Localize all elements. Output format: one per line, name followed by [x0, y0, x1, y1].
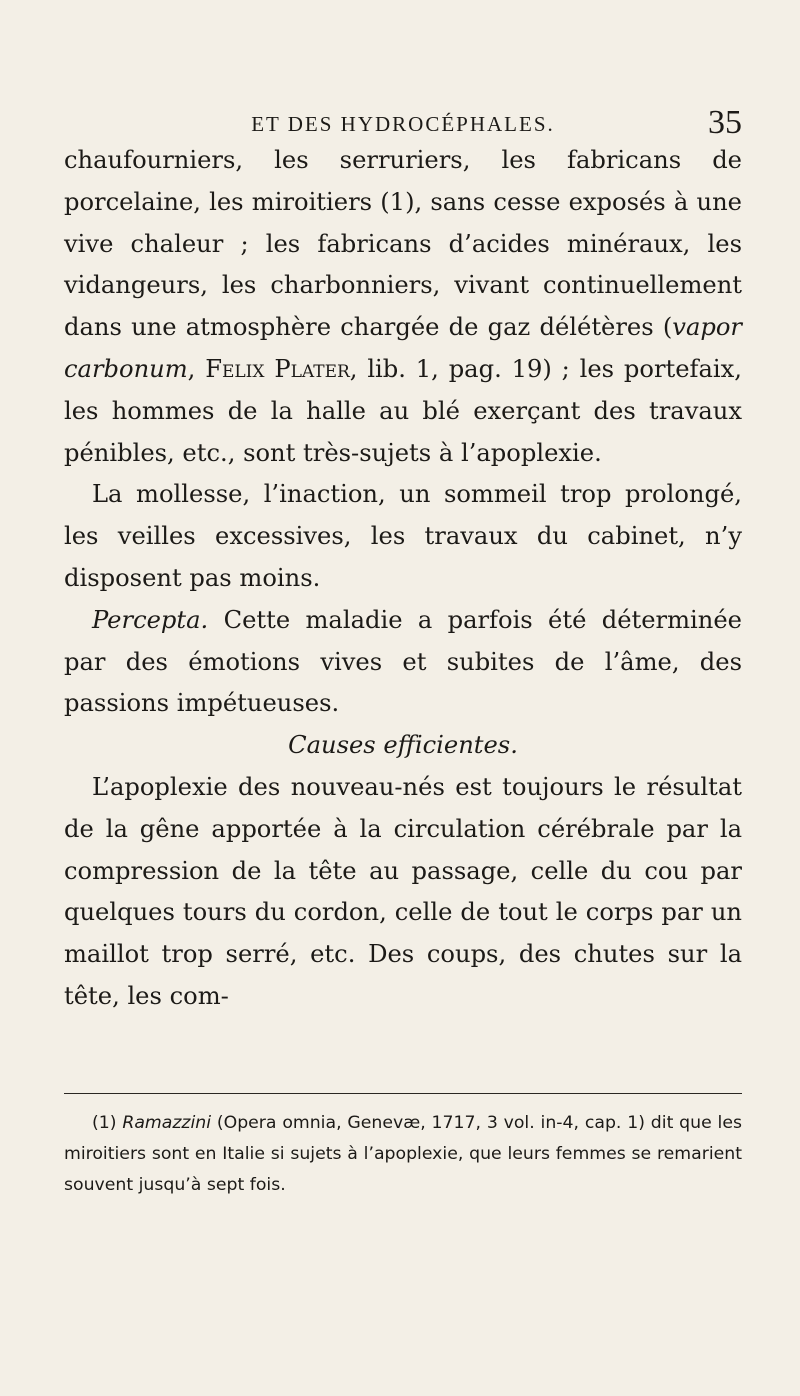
page-number: 35 [708, 104, 742, 141]
body-text [64, 140, 742, 1018]
paragraph-occupations [64, 140, 742, 474]
paragraph-mollesse: La mollesse, l’inaction, un sommeil trop prolongé, les veilles excessives, les travaux du cabinet, n’y disposent pas moins. [64, 480, 742, 592]
paragraph-percepta [64, 600, 742, 725]
footnote [64, 1108, 742, 1202]
footnote-text: (Opera omnia, Genevæ, 1717, 3 vol. in-4, cap. 1) dit que les miroitiers sont en Italie si sujets à l’apoplexie, que leurs femmes se remarient souvent jusqu’à sept fois. [64, 1113, 742, 1196]
paragraph-occupations-part-2: , [187, 354, 206, 383]
section-heading: Causes efficientes. [288, 731, 518, 760]
running-head [64, 104, 742, 144]
footnote-rule [64, 1093, 742, 1094]
running-title: ET DES HYDROCÉPHALES. [251, 112, 555, 136]
cited-author: Felix Plater [205, 354, 350, 383]
paragraph-occupations-part-1: chaufourniers, les serruriers, les fabricans de porcelaine, les miroitiers (1), sans cesse exposés à une vive chaleur ; les fabricans d’acides minéraux, les vidangeurs, les charbonniers, vivant continuellement dans une atmosphère chargée de gaz délétères ( [64, 146, 742, 342]
percepta-label: Percepta. [92, 605, 209, 634]
footnote-marker: (1) [92, 1113, 123, 1133]
paragraph-nouveau-nes: L’apoplexie des nouveau-nés est toujours le résultat de la gêne apportée à la circulation cérébrale par la compression de la tête au passage, celle du cou par quelques tours du cordon, celle de tout le corps par un maillot trop serré, etc. Des coups, des chutes sur la tête, les com- [64, 772, 742, 1010]
footnote-author: Ramazzini [122, 1113, 212, 1133]
paragraph-occupations-part-3: , lib. 1, pag. 19) ; les portefaix, les hommes de la halle au blé exerçant des travaux pénibles, etc., sont très-sujets à l’apoplexie. [64, 354, 742, 467]
percepta-text: Cette maladie a parfois été déterminée par des émotions vives et subites de l’âme, des passions impétueuses. [64, 605, 742, 718]
latin-term: vapor carbonum [64, 313, 742, 383]
